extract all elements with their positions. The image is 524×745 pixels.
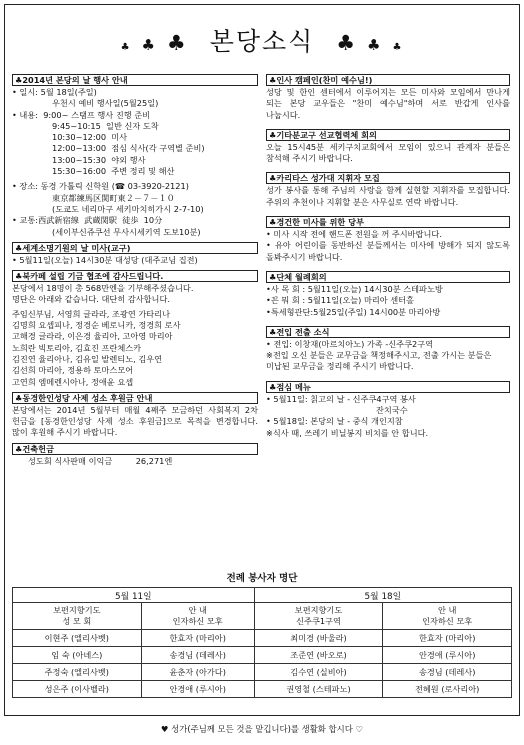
notice-line: 잔치국수: [376, 405, 408, 416]
notice-line: • 미사 시작 전에 핸드폰 전원을 꺼 주시바랍니다.: [266, 229, 442, 240]
notice-line: 본당에서 18명이 총 568만엔을 기부해주셨습니다.: [12, 283, 194, 294]
roster-cell: 이현주 (엘리사벳): [13, 630, 142, 647]
notice-line: •사 목 회 : 5월11일(오늘) 14시30분 스테파노방: [266, 283, 443, 294]
roster-cell: 성은주 (이사벨라): [13, 681, 142, 698]
roster-cell: 송경님 (데레사): [141, 647, 254, 664]
notice-paragraph: 성가 봉사를 통해 주님의 사랑을 함께 실현할 지휘자를 모집합니다. 주위의 추천이나 지휘할 분은 사무실로 연락 바랍니다.: [266, 185, 510, 207]
notice-line: • 5월11일: 칡고의 날 - 신주쿠4구역 봉사: [266, 393, 416, 404]
section-header: ♣점심 메뉴: [266, 381, 510, 393]
title-text: 본당소식: [209, 27, 315, 56]
club-icon: ♣: [367, 36, 383, 54]
notice-line: 우천시 예비 행사일(5월25일): [52, 98, 159, 109]
section-mission-meeting: [266, 129, 510, 165]
roster-cell: 안경애 (루시아): [141, 681, 254, 698]
notice-line: 12:00~13:00 점심 식사(각 구역별 준비): [52, 143, 205, 154]
notice-line: (도쿄도 네리마구 세키마치히가시 2-7-10): [52, 203, 204, 214]
roster-cell: 김수연 (실비아): [254, 664, 383, 681]
notice-line: 15:30~16:00 주변 정리 및 해산: [52, 166, 175, 177]
section-header: ♣동경한인성당 사제 성소 후원금 안내: [12, 392, 258, 404]
donor-line: 주임신부님, 서영희 글라라, 조광연 가타리나: [12, 308, 170, 319]
roster-cell: 송경님 (데레사): [383, 664, 512, 681]
section-header: ♣단체 월례회의: [266, 271, 510, 283]
donor-line: 고해경 글라라, 이은경 율리아, 고아영 마리아: [12, 331, 173, 342]
roster-date: 5월 18일: [254, 588, 511, 603]
roster-cell: 안경애 (루시아): [383, 647, 512, 664]
notice-line: 東京都練馬区関町東２－７－１０: [52, 192, 175, 203]
table-row: [13, 681, 512, 698]
roster-cell: 임 숙 (아녜스): [13, 647, 142, 664]
table-row: [13, 647, 512, 664]
notice-line: • 일시: 5월 18일(주일): [12, 87, 97, 97]
notice-line: • 전입: 이창재(마르치아노) 가족 -신주쿠2구역: [266, 338, 434, 349]
club-icon: ♣: [120, 42, 132, 53]
club-icon: ♣: [141, 36, 157, 54]
donor-line: 김진연 율리아나, 김유일 발렌티노, 김우연: [12, 353, 163, 364]
notice-line: 명단은 아래와 같습니다. 대단히 감사합니다.: [12, 294, 170, 305]
roster-cell: 한효자 (마리아): [141, 630, 254, 647]
section-book-cafe: [12, 270, 258, 388]
notice-line: • 교통:西武新宿線 武蔵関駅 徒歩 10分: [12, 215, 163, 226]
club-icon: ♣: [392, 42, 404, 53]
roster-cell: 조준연 (바오로): [254, 647, 383, 664]
footer-motto: ♥ 성가(주님께 모든 것을 맡깁니다)를 생활화 합시다 ♡: [161, 724, 363, 734]
notice-line: (세이부신쥬쿠선 무사시세키역 도보10분): [52, 226, 201, 237]
roster-cell: 주정숙 (엘리사벳): [13, 664, 142, 681]
section-header: ♣건축헌금: [12, 443, 258, 455]
section-greeting-campaign: [266, 74, 510, 121]
section-header: ♣카리타스 성가대 지휘자 모집: [266, 172, 510, 184]
roster-column-header: 보편지향기도 신주쿠1구역: [254, 603, 383, 630]
roster-column-header: 보편지향기도 성 모 회: [13, 603, 142, 630]
notice-line: ※식사 때, 쓰레기 비닐봉지 비치를 안 합니다.: [266, 427, 429, 438]
donor-line: 김선희 마리아, 정용하 토마스모어: [12, 365, 134, 376]
section-header: ♣전입 전출 소식: [266, 326, 510, 338]
notice-line: 9:45~10:15 일반 신자 도착: [52, 120, 159, 131]
club-icon: ♣: [336, 31, 358, 55]
notice-paragraph: 본당에서는 2014년 5월부터 매월 4째주 모금하던 사회복지 2차 헌금을 [동경한인성당 사제 성소 후원금]으로 목적을 변경합니다. 많이 후원해 주시기 바랍니다.: [12, 404, 258, 438]
section-header: ♣기타분교구 선교협력체 회의: [266, 129, 510, 141]
section-vocation-mass: [12, 242, 258, 266]
roster-table: [12, 587, 512, 698]
notice-line: •꼰 뭐 회 : 5월11일(오늘) 마리아 센터홀: [266, 295, 415, 306]
bulletin-title: [0, 22, 524, 58]
section-header: ♣세계소명기원의 날 미사(교구): [12, 242, 258, 254]
notice-paragraph: ※전입 오신 분들은 교무금을 책정해주시고, 전출 가시는 분들은 미납된 교무금을 정리해 주시기 바랍니다.: [266, 350, 492, 372]
roster-cell: 권영철 (스테파노): [254, 681, 383, 698]
section-group-meetings: [266, 271, 510, 318]
section-mass-etiquette: [266, 216, 510, 263]
donor-line: 노희란 빅토리아, 김효진 프란체스카: [12, 342, 142, 353]
notice-paragraph: 성당 및 한인 센터에서 이루어지는 모든 미사와 모임에서 만나게 되는 본당 교우들은 "찬미 예수님"하며 서로 반갑게 인사를 나눕시다.: [266, 87, 510, 120]
roster-cell: 최미경 (바울라): [254, 630, 383, 647]
notice-line: • 유아 어린이를 동반하신 분들께서는 미사에 방해가 되지 않도록 돌봐주시기 바랍니다.: [266, 240, 510, 262]
notice-line: 13:00~15:30 야외 행사: [52, 154, 146, 165]
notice-line: • 내용: 9:00~ 스탬프 행사 진행 준비: [12, 109, 151, 120]
left-column: [12, 74, 258, 471]
donor-line: 김명희 요셉피나, 정경순 베로니카, 정경희 로사: [12, 320, 181, 331]
roster-title: 전례 봉사자 명단: [226, 573, 298, 584]
roster-column-header: 안 내 인자하신 모후: [141, 603, 254, 630]
section-parish-day: [12, 74, 258, 238]
section-building-fund: [12, 443, 258, 467]
notice-line: • 5월11일(오늘) 14시30분 대성당 (대주교님 집전): [12, 254, 198, 265]
section-lunch-menu: [266, 381, 510, 439]
section-choir-conductor: [266, 172, 510, 208]
roster-cell: 윤춘자 (아가다): [141, 664, 254, 681]
notice-paragraph: 오늘 15시45분 세키구치교회에서 모임이 있으니 관계자 분들은 참석해 주시기 바랍니다.: [266, 141, 510, 164]
notice-line: • 장소: 동경 가톨릭 신학원 (☎ 03-3920-2121): [12, 181, 189, 192]
right-column: [266, 74, 510, 443]
notice-line: •특세형관단:5월25일(주일) 14시00분 마리아방: [266, 306, 441, 317]
section-header: ♣경건한 미사를 위한 당부: [266, 216, 510, 228]
section-header: ♣인사 캠페인(찬미 예수님!): [266, 74, 510, 86]
roster-column-header: 안 내 인자하신 모후: [383, 603, 512, 630]
donor-line: 고연희 엠메렌시아나, 정애윤 요셉: [12, 376, 134, 387]
roster-cell: 전혜원 (로사리아): [383, 681, 512, 698]
roster-cell: 한효자 (마리아): [383, 630, 512, 647]
section-transfer-news: [266, 326, 510, 373]
notice-line: 10:30~12:00 미사: [52, 132, 128, 143]
club-icon: ♣: [166, 31, 188, 55]
notice-line: • 5월18일: 본당의 날 - 중식 개인지참: [266, 416, 403, 427]
liturgy-roster: [12, 570, 512, 698]
section-header: ♣북카페 설립 기금 협조에 감사드립니다.: [12, 270, 258, 282]
notice-line: 성도회 식사판매 이익금 26,271엔: [28, 455, 173, 466]
table-row: [13, 630, 512, 647]
section-seminarian-support: [12, 392, 258, 439]
roster-date: 5월 11일: [13, 588, 255, 603]
table-row: [13, 664, 512, 681]
section-header: ♣2014년 본당의 날 행사 안내: [12, 74, 258, 86]
